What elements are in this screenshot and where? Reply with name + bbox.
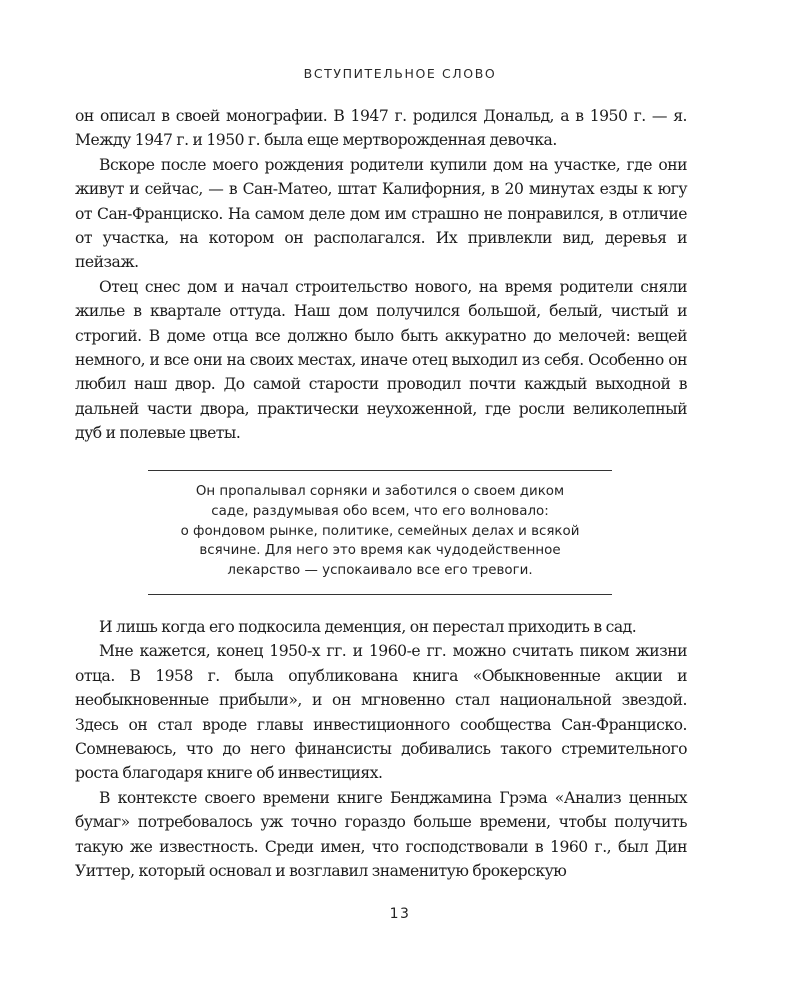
paragraph: Вскоре после моего рождения родители купили дом на участке, где они живут и сейчас, — в Сан-Матео, штат Калифорния, в 20 минутах езды к югу от Сан-Франциско. На самом деле дом им страшно не понравился, в отличие от участка, на котором он располагался. Их привлекли вид, деревья и пейзаж. bbox=[75, 155, 687, 272]
paragraph: И лишь когда его подкосила деменция, он перестал приходить в сад. bbox=[99, 618, 637, 636]
pull-quote-line: Он пропалывал сорняки и заботился о своем диком bbox=[195, 484, 565, 499]
body-text-bottom bbox=[75, 615, 687, 883]
page-number: 13 bbox=[389, 906, 411, 922]
paragraph: Мне кажется, конец 1950-х гг. и 1960-е гг. можно считать пиком жизни отца. В 1958 г. была опубликована книга «Обыкновенные акции и необыкновенные прибыли», и он мгновенно стал национальной звездой. Здесь он стал вроде главы инвестиционного сообщества Сан-Франциско. Сомневаюсь, что до него финансисты добивались такого стремительного роста благодаря книге об инвестициях. bbox=[75, 642, 687, 783]
paragraph: он описал в своей монографии. В 1947 г. родился Дональд, а в 1950 г. — я. Между 1947 г. и 1950 г. была еще мертворожденная девочка. bbox=[75, 107, 687, 150]
pull-quote bbox=[148, 470, 612, 595]
paragraph: Отец снес дом и начал строительство нового, на время родители сняли жилье в квартале оттуда. Наш дом получился большой, белый, чистый и строгий. В доме отца все должно было быть аккуратно до мелочей: вещей немного, и все они на своих местах, иначе отец выходил из себя. Особенно он любил наш двор. До самой старости проводил почти каждый выходной в дальней части двора, практически неухоженной, где росли великолепный дуб и полевые цветы. bbox=[75, 277, 687, 443]
pull-quote-line: всячине. Для него это время как чудодейственное bbox=[199, 543, 561, 559]
pull-quote-line: о фондовом рынке, политике, семейных делах и всякой bbox=[180, 523, 580, 539]
body-text-top bbox=[75, 104, 687, 446]
pull-quote-line: лекарство — успокаивало все его тревоги. bbox=[227, 563, 533, 579]
pull-quote-line: саде, раздумывая обо всем, что его волновало: bbox=[211, 503, 549, 519]
paragraph: В контексте своего времени книге Бенджамина Грэма «Анализ ценных бумаг» потребовалось уж точно гораздо больше времени, чтобы получить такую же известность. Среди имен, что господствовали в 1960 г., был Дин Уиттер, который основал и возглавил знаменитую брокерскую bbox=[75, 788, 687, 881]
running-head: ВСТУПИТЕЛЬНОЕ СЛОВО bbox=[303, 66, 497, 81]
